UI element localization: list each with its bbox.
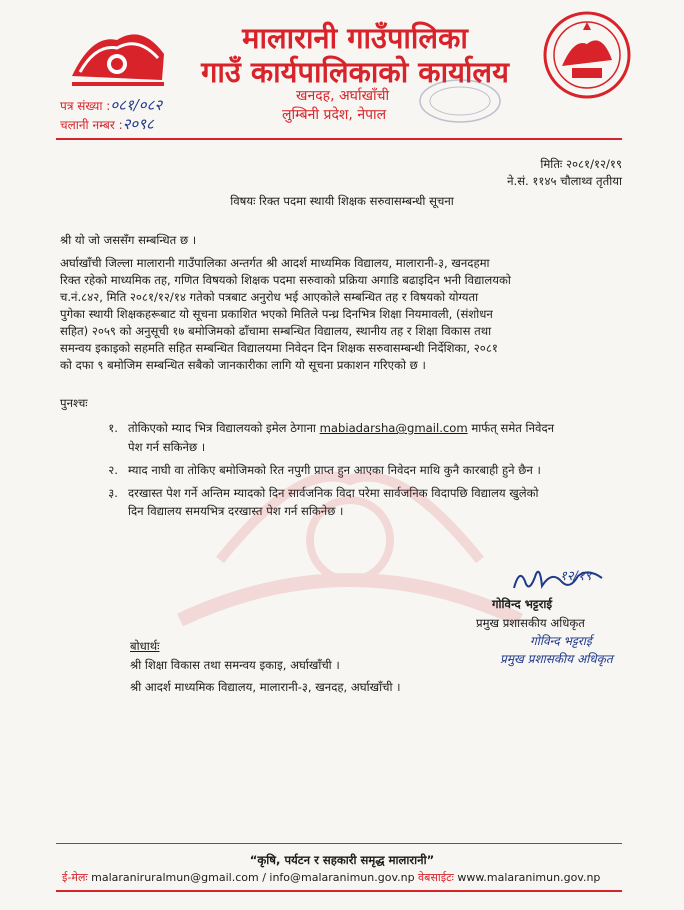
office-name: गाउँ कार्यपालिकाको कार्यालय [201, 55, 509, 89]
point-text: तोकिएको म्याद भित्र विद्यालयको इमेल ठेगाना mabiadarsha@gmail.com मार्फत् समेत निवेदन [128, 421, 555, 435]
footer-emails[interactable]: malaraniruralmun@gmail.com / info@malaranimun.gov.np [91, 871, 415, 884]
body-line: पुगेका स्थायी शिक्षकहरूबाट यो सूचना प्रकाशित भएको मितिले पन्ध्र दिनभित्र शिक्षा नियमावली, (संशोधन [60, 307, 493, 321]
handwritten-signature-icon [508, 562, 608, 596]
office-stamp-icon [418, 78, 502, 124]
body-paragraph [60, 255, 511, 374]
body-line: अर्घाखाँची जिल्ला मालारानी गाउँपालिका अन्तर्गत श्री आदर्श माध्यमिक विद्यालय, मालारानी-३, खनदहमा [60, 256, 490, 270]
website-label: वेबसाईटः [418, 871, 454, 884]
footer-contacts [62, 870, 600, 885]
dispatch-number: चलानी नम्बर :२०९८ [60, 115, 154, 133]
point-number: ३. [108, 486, 118, 500]
stamp-title: प्रमुख प्रशासकीय अधिकृत [500, 652, 613, 666]
email-label: ई-मेलः [62, 871, 88, 884]
watermark-emblem-icon [100, 420, 600, 680]
ref-number-value: ०८१/०८२ [110, 96, 163, 114]
subject-line: विषयः रिक्त पदमा स्थायी शिक्षक सरुवासम्बन्धी सूचना [230, 194, 454, 208]
salutation: श्री यो जो जससँग सम्बन्धित छ । [60, 233, 197, 247]
letter-date: मितिः २०८१/१२/१९ [540, 157, 622, 171]
government-seal-icon [542, 10, 632, 100]
signature-date: १२/१९ [560, 569, 592, 584]
ref-number: पत्र संख्या :०८१/०८२ [60, 96, 163, 114]
point-text: पेश गर्न सकिनेछ । [128, 440, 206, 454]
header-divider [56, 138, 622, 140]
nepal-sambat-date: ने.सं. ११४५ चौलाथ्व तृतीया [507, 174, 622, 188]
point-text: दरखास्त पेश गर्ने अन्तिम म्यादको दिन सार्वजनिक विदा परेमा सार्वजनिक विदापछि विद्यालय खुलेको [128, 486, 539, 500]
footer-slogan: “कृषि, पर्यटन र सहकारी समृद्ध मालारानी” [249, 853, 435, 867]
cc-item: श्री शिक्षा विकास तथा समन्वय इकाइ, अर्घाखाँची । [130, 658, 340, 672]
body-line: च.नं.८४२, मिति २०८१/१२/१४ गतेको पत्रबाट अनुरोध भई आएकोले सम्बन्धित तह र विषयको योग्यता [60, 290, 479, 304]
municipality-name: मालारानी गाउँपालिका [242, 21, 468, 55]
footer-divider-top [56, 843, 622, 844]
body-line: समन्वय इकाइको सहमति सहित सम्बन्धित विद्यालयमा निवेदन दिन शिक्षक सरुवासम्बन्धी निर्देशिका, २०८१ [60, 341, 498, 355]
cc-item: श्री आदर्श माध्यमिक विद्यालय, मालारानी-३, खनदह, अर्घाखाँची । [130, 680, 401, 694]
stamp-name: गोविन्द भट्टराई [530, 634, 592, 648]
school-email-link[interactable]: mabiadarsha@gmail.com [319, 421, 468, 435]
footer-website[interactable]: www.malaranimun.gov.np [457, 871, 601, 884]
point-number: १. [108, 421, 118, 435]
body-line: को दफा ९ बमोजिम सम्बन्धित सबैको जानकारीका लागि यो सूचना प्रकाशन गरिएको छ । [60, 358, 426, 372]
municipality-logo-icon [62, 14, 172, 94]
point-number: २. [108, 463, 118, 477]
signatory-name: गोविन्द भट्टराई [492, 597, 553, 611]
body-line: रिक्त रहेको माध्यमिक तह, गणित विषयको शिक्षक पदमा सरुवाको प्रक्रिया अगाडि बढाइदिन भनी विद्यालयको [60, 273, 511, 287]
body-line: सहित) २०५९ को अनुसूची १७ बमोजिमको ढाँचामा सम्बन्धित विद्यालय, स्थानीय तह र शिक्षा विकास तथा [60, 324, 492, 338]
address-line2: लुम्बिनी प्रदेश, नेपाल [282, 107, 387, 123]
signatory-title: प्रमुख प्रशासकीय अधिकृत [476, 616, 585, 630]
point-text: म्याद नाघी वा तोकिए बमोजिमको रित नपुगी प्राप्त हुन आएका निवेदन माथि कुनै कारबाही हुने छैन । [128, 463, 541, 477]
point-text: दिन विद्यालय समयभित्र दरखास्त पेश गर्न सकिनेछ । [128, 504, 344, 518]
cc-label: बोधार्थः [130, 639, 160, 653]
footer-divider-bottom [56, 890, 622, 892]
postscript-label: पुनश्चः [60, 396, 88, 410]
dispatch-number-value: २०९८ [122, 115, 154, 133]
address-line1: खनदह, अर्घाखाँची [296, 88, 390, 104]
